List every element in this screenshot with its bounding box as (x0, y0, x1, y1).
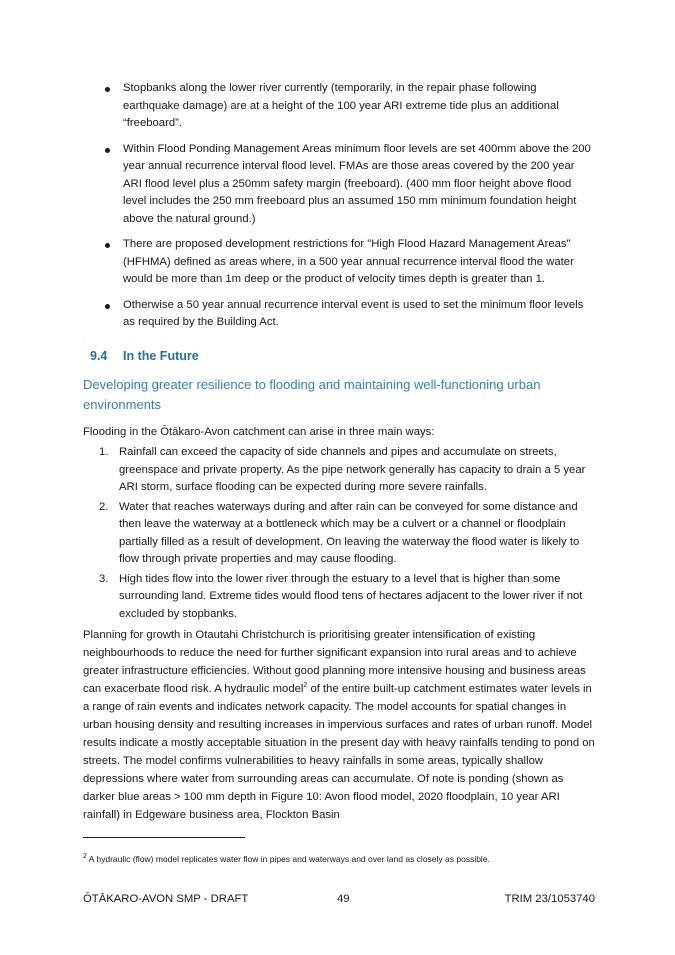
body-paragraph (83, 626, 595, 824)
bullet-item (123, 236, 593, 289)
footnote-text: A hydraulic (flow) model replicates water flow in pipes and waterways and over land as closely as possible. (86, 854, 490, 864)
bullet-text: Within Flood Ponding Management Areas minimum floor levels are set 400mm above the 200 year annual recurrence interval flood level. FMAs are those areas covered by the 200 year ARI flood level plus a 250mm safety margin (freeboard). (400 mm floor height above flood level includes the 250 mm freeboard plus an assumed 150 mm minimum foundation height above the natural ground.) (123, 142, 591, 225)
footnote (83, 853, 490, 865)
footnote-reference: 2 (303, 682, 308, 690)
item-text: High tides flow into the lower river through the estuary to a level that is higher than some surrounding land. Extreme tides would flood tens of hectares adjacent to the lower river if not excluded by stopbanks. (119, 572, 583, 620)
bullet-icon (105, 87, 110, 92)
bullet-item (123, 141, 593, 229)
section-title: In the Future (123, 349, 199, 363)
footnote-marker: 2 (83, 853, 87, 861)
paragraph-text-start: Planning for growth in Otautahi Christchurch is prioritising greater intensification of existing neighbourhoods to reduce the need for further significant expansion into rural areas and to achieve greater infrastructure efficiencies. Without good planning more intensive housing and business areas can exacerbate flood risk. A hydraulic model (83, 629, 586, 695)
bullet-icon (105, 148, 110, 153)
section-heading (90, 349, 199, 363)
footer-trim-reference: TRIM 23/1053740 (504, 893, 595, 905)
section-number: 9.4 (90, 349, 108, 363)
paragraph-text-end: of the entire built-up catchment estimates water levels in a range of rain events and indicates network capacity. The model accounts for spatial changes in urban housing density and resulting increases in impervious surfaces and rates of urban runoff. Model results indicate a mostly acceptable situation in the present day with heavy rainfalls tending to pond on streets. The model confirms vulnerabilities to heavy rainfalls in some areas, typically shallow depressions where water from surrounding areas can accumulate. Of note is ponding (shown as darker blue areas > 100 mm depth in Figure 10: Avon flood model, 2020 floodplain, 10 year ARI rainfall) in Edgeware business area, Flockton Basin (83, 683, 595, 821)
numbered-item (99, 499, 595, 569)
numbered-item (99, 571, 595, 624)
footnote-divider (83, 837, 245, 838)
numbered-list (0, 444, 675, 625)
bullet-item (123, 297, 593, 332)
subsection-title: Developing greater resilience to flooding and maintaining well-functioning urban environments (83, 377, 541, 412)
bullet-icon (105, 304, 110, 309)
intro-text: Flooding in the Ōtākaro-Avon catchment can arise in three main ways: (83, 426, 435, 438)
footer-document-title: ŌTĀKARO-AVON SMP - DRAFT (83, 893, 249, 905)
numbered-item (99, 444, 595, 497)
item-text: Rainfall can exceed the capacity of side channels and pipes and accumulate on streets, greenspace and private property. As the pipe network generally has capacity to drain a 5 year ARI storm, surface flooding can be expected during more severe rainfalls. (119, 446, 586, 493)
bullet-text: Stopbanks along the lower river currently (temporarily, in the repair phase following earthquake damage) are at a height of the 100 year ARI extreme tide plus an additional “freeboard”. (123, 82, 559, 129)
item-number: 3. (99, 572, 109, 585)
bullet-text: Otherwise a 50 year annual recurrence interval event is used to set the minimum floor levels as required by the Building Act. (123, 298, 584, 328)
item-number: 2. (99, 500, 109, 513)
page-number: 49 (337, 893, 350, 905)
bullet-list (0, 80, 675, 340)
bullet-icon (105, 243, 110, 248)
bullet-text: There are proposed development restrictions for "High Flood Hazard Management Areas" (HFHMA) defined as areas where, in a 500 year annual recurrence interval flood the water would be more than 1m deep or the product of velocity times depth is greater than 1. (123, 238, 574, 285)
bullet-item (123, 80, 593, 133)
item-text: Water that reaches waterways during and after rain can be conveyed for some distance and then leave the waterway at a bottleneck which may be a culvert or a channel or floodplain partially filled as a result of development. On leaving the waterway the flood water is likely to flow through private properties and may cause flooding. (119, 500, 580, 565)
item-number: 1. (99, 446, 109, 458)
